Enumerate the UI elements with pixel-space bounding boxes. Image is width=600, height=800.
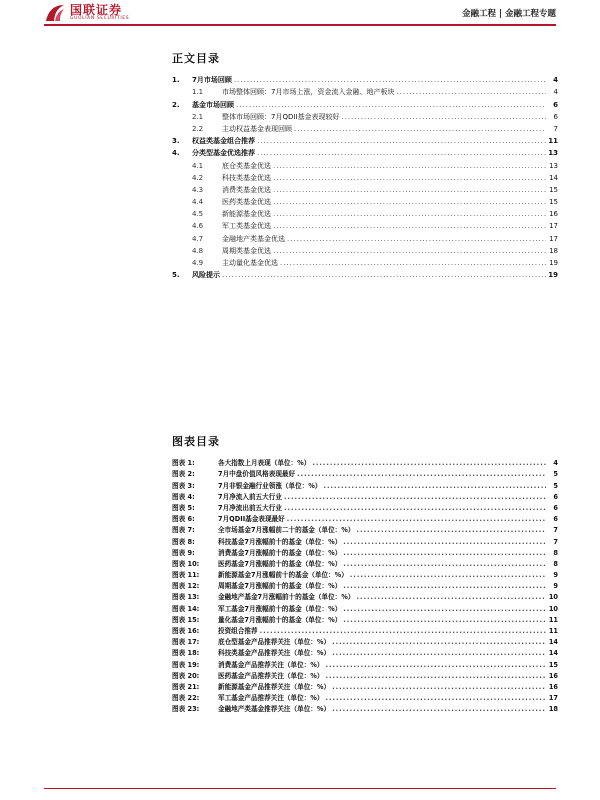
entry-number: 1.1 [192,88,204,97]
entry-number: 4.6 [192,222,204,231]
entry-title: 金融地产类基金优选 [222,234,285,243]
entry-title: 权益类基金组合推荐 [192,137,255,146]
entry-number: 3. [172,137,180,146]
figure-entry[interactable] [172,548,558,559]
entry-number: 2. [172,100,180,109]
logo-cn-text: 国联证券 [70,3,123,18]
entry-title: 整体市场回顾：7月QDII基金表现较好 [222,112,340,121]
entry-title: 各大指数上月表现（单位：%） [218,459,311,468]
page-header [0,0,600,26]
entry-title: 7月QDII基金表现最好 [218,515,285,524]
toc-entry[interactable] [172,220,558,232]
entry-number: 图表 18: [172,649,200,658]
entry-page-number: 8 [553,559,558,568]
entry-page-number: 13 [549,161,558,170]
figures-list [172,458,558,715]
entry-page-number: 7 [553,526,558,535]
dot-leader [356,592,546,603]
entry-page-number: 11 [548,615,558,624]
entry-title: 主动权益基金表现回顾 [222,124,292,133]
entry-page-number: 17 [549,234,558,243]
entry-title: 7月中盘价值风格表现最好 [218,470,296,479]
entry-number: 4.8 [192,246,204,255]
entry-number: 图表 1: [172,459,195,468]
entry-title: 市场整体回顾：7月市场上涨，资金流入金融、地产板块 [222,88,395,97]
figure-entry[interactable] [172,559,558,570]
entry-page-number: 18 [548,705,558,714]
entry-number: 图表 11: [172,571,200,580]
entry-title: 军工类基金优选 [222,222,271,231]
entry-number: 图表 2: [172,470,195,479]
dot-leader [297,469,546,480]
entry-title: 量化基金7月涨幅前十的基金（单位：%） [218,615,342,624]
dot-leader [273,184,546,196]
entry-page-number: 16 [548,682,558,691]
entry-page-number: 11 [548,627,558,635]
entry-number: 图表 22: [172,694,200,703]
entry-title: 底仓型基金产品推荐关注（单位：%） [218,638,331,647]
entry-page-number: 13 [548,149,558,158]
dot-leader [312,458,546,469]
figure-entry[interactable] [172,682,558,693]
toc-entry[interactable] [172,98,558,110]
entry-title: 基金市场回顾 [192,100,234,109]
dot-leader [343,581,546,592]
entry-page-number: 17 [548,694,558,703]
entry-title: 消费基金7月涨幅前十的基金（单位：%） [218,548,342,557]
entry-page-number: 4 [553,459,558,468]
figure-entry[interactable] [172,592,558,603]
entry-title: 风险提示 [192,271,220,280]
dot-leader [356,525,546,536]
entry-page-number: 6 [553,112,558,121]
entry-title: 底仓类基金优选 [222,161,271,170]
entry-page-number: 19 [548,271,558,280]
dot-leader [332,648,546,659]
entry-title: 周期基金7月涨幅前十的基金（单位：%） [218,582,342,591]
entry-number: 图表 16: [172,627,200,635]
entry-page-number: 10 [548,604,558,613]
entry-title: 新能源基金优选 [222,210,271,219]
toc-title: 正文目录 [172,52,220,65]
dot-leader [284,503,546,514]
dot-leader [326,693,546,704]
entry-page-number: 19 [549,259,558,267]
toc-entry[interactable] [172,123,558,135]
entry-page-number: 18 [549,246,558,255]
entry-page-number: 15 [549,185,558,194]
entry-number: 图表 10: [172,559,200,568]
entry-page-number: 15 [549,198,558,207]
figure-entry[interactable] [172,525,558,536]
figure-entry[interactable] [172,693,558,704]
dot-leader [273,220,546,232]
entry-number: 图表 3: [172,481,195,490]
dot-leader [343,548,546,559]
figure-entry[interactable] [172,671,558,682]
entry-title: 新能源基金7月涨幅前十的基金（单位：%） [218,571,348,580]
entry-title: 消费类基金优选 [222,185,271,194]
dot-leader [332,637,546,648]
entry-title: 分类型基金优选推荐 [192,149,255,158]
entry-title: 7月市场回顾 [192,76,232,85]
toc-entry[interactable] [172,172,558,184]
entry-title: 新能源基金产品推荐关注（单位：%） [218,682,331,691]
entry-page-number: 11 [548,137,558,146]
dot-leader [332,704,546,715]
entry-number: 2.2 [192,124,204,133]
entry-number: 4.2 [192,173,204,182]
dot-leader [396,86,546,98]
entry-page-number: 6 [553,515,558,524]
entry-number: 4.9 [192,259,204,267]
dot-leader [234,74,546,86]
entry-page-number: 16 [549,210,558,219]
toc-entry[interactable] [172,196,558,208]
entry-page-number: 15 [548,660,558,669]
entry-number: 图表 5: [172,503,195,512]
entry-title: 医药基金产品推荐关注（单位：%） [218,671,324,680]
entry-page-number: 9 [553,571,558,580]
dot-leader [287,514,546,525]
entry-title: 科技基金7月涨幅前十的基金（单位：%） [218,537,342,546]
entry-number: 图表 8: [172,537,195,546]
company-logo [44,3,129,23]
dot-leader [273,160,546,172]
figure-entry[interactable] [172,659,558,670]
toc-entry[interactable] [172,184,558,196]
logo-en-text: GUOLIAN SECURITIES [70,16,130,22]
toc-entry[interactable] [172,269,558,281]
entry-page-number: 16 [548,671,558,680]
figure-entry[interactable] [172,480,558,491]
dot-leader [257,147,546,159]
figure-entry[interactable] [172,581,558,592]
guolian-logo-icon [44,3,66,23]
entry-number: 4. [172,149,180,158]
figure-entry[interactable] [172,637,558,648]
entry-number: 图表 13: [172,593,200,602]
entry-number: 4.4 [192,198,204,207]
figure-entry[interactable] [172,603,558,614]
entry-number: 图表 19: [172,660,200,669]
entry-title: 7月净流出前五大行业 [218,503,282,512]
dot-leader [350,570,546,581]
entry-page-number: 10 [548,593,558,602]
figure-entry[interactable] [172,469,558,480]
entry-title: 7月净流入前五大行业 [218,492,282,501]
entry-title: 军工基金产品推荐关注（单位：%） [218,694,324,703]
entry-page-number: 14 [548,638,558,647]
entry-title: 科技类基金产品推荐关注（单位：%） [218,649,331,658]
entry-page-number: 9 [553,582,558,591]
report-category: 金融工程 | 金融工程专题 [461,9,556,19]
figure-entry[interactable] [172,648,558,659]
entry-number: 5. [172,271,180,280]
dot-leader [343,604,546,615]
entry-number: 4.5 [192,210,204,219]
entry-page-number: 6 [553,503,558,512]
figure-entry[interactable] [172,570,558,581]
toc-entry[interactable] [172,135,558,147]
entry-number: 图表 15: [172,615,200,624]
toc-entry[interactable] [172,257,558,269]
dot-leader [222,269,546,281]
entry-title: 投资组合推荐 [218,627,258,635]
entry-number: 4.1 [192,161,204,170]
figure-entry[interactable] [172,514,558,525]
entry-title: 主动量化基金优选 [222,259,278,267]
entry-title: 消费基金产品推荐关注（单位：%） [218,660,324,669]
figure-entry[interactable] [172,492,558,503]
entry-title: 医药类基金优选 [222,198,271,207]
entry-page-number: 8 [553,548,558,557]
entry-page-number: 5 [553,481,558,490]
dot-leader [326,660,546,671]
entry-number: 4.7 [192,234,204,243]
toc-entry[interactable] [172,159,558,171]
toc-entry[interactable] [172,111,558,123]
toc-entry[interactable] [172,147,558,159]
entry-number: 4.3 [192,185,204,194]
entry-title: 医药基金7月涨幅前十的基金（单位：%） [218,559,342,568]
entry-page-number: 7 [553,124,558,133]
entry-number: 1. [172,76,180,85]
dot-leader [341,111,546,123]
entry-number: 图表 14: [172,604,200,613]
footer-divider [44,788,556,789]
dot-leader [326,671,546,682]
dot-leader [287,233,546,245]
figure-entry[interactable] [172,704,558,715]
toc-entry[interactable] [172,86,558,98]
toc-list [172,74,558,281]
entry-page-number: 17 [549,222,558,231]
entry-page-number: 6 [553,492,558,501]
dot-leader [343,537,546,548]
dot-leader [332,682,546,693]
dot-leader [294,123,546,135]
entry-number: 图表 20: [172,671,200,680]
entry-number: 图表 17: [172,638,200,647]
dot-leader [324,481,546,492]
entry-title: 金融地产基金7月涨幅前十的基金（单位：%） [218,593,355,602]
entry-title: 金融地产类基金推荐关注（单位：%） [218,705,331,714]
figure-entry[interactable] [172,503,558,514]
dot-leader [257,135,546,147]
toc-entry[interactable] [172,74,558,86]
entry-page-number: 5 [553,470,558,479]
figure-entry[interactable] [172,458,558,469]
figures-title: 图表目录 [172,435,220,448]
toc-entry[interactable] [172,245,558,257]
entry-page-number: 6 [553,100,558,109]
dot-leader [343,615,546,626]
entry-page-number: 4 [553,76,558,85]
entry-number: 图表 6: [172,515,195,524]
figure-entry[interactable] [172,536,558,547]
header-divider [44,24,556,26]
entry-number: 图表 23: [172,705,200,714]
entry-number: 图表 4: [172,492,195,501]
toc-entry[interactable] [172,232,558,244]
dot-leader [284,492,546,503]
entry-number: 图表 12: [172,582,200,591]
dot-leader [260,626,546,637]
entry-number: 2.1 [192,112,204,121]
entry-title: 军工基金7月涨幅前十的基金（单位：%） [218,604,342,613]
dot-leader [273,172,546,184]
entry-number: 图表 21: [172,682,200,691]
entry-title: 全市场基金7月涨幅前二十的基金（单位：%） [218,526,355,535]
figure-entry[interactable] [172,615,558,626]
toc-entry[interactable] [172,208,558,220]
entry-number: 图表 7: [172,526,195,535]
dot-leader [273,245,546,257]
dot-leader [280,257,546,269]
entry-page-number: 14 [548,649,558,658]
dot-leader [273,208,546,220]
dot-leader [343,559,546,570]
dot-leader [273,196,546,208]
entry-title: 7月非银金融行业领涨（单位：%） [218,481,322,490]
dot-leader [236,99,546,111]
entry-number: 图表 9: [172,548,195,557]
entry-page-number: 4 [553,88,558,97]
entry-title: 科技类基金优选 [222,173,271,182]
entry-page-number: 14 [549,173,558,182]
figure-entry[interactable] [172,626,558,637]
entry-title: 周期类基金优选 [222,246,271,255]
entry-page-number: 7 [553,537,558,546]
